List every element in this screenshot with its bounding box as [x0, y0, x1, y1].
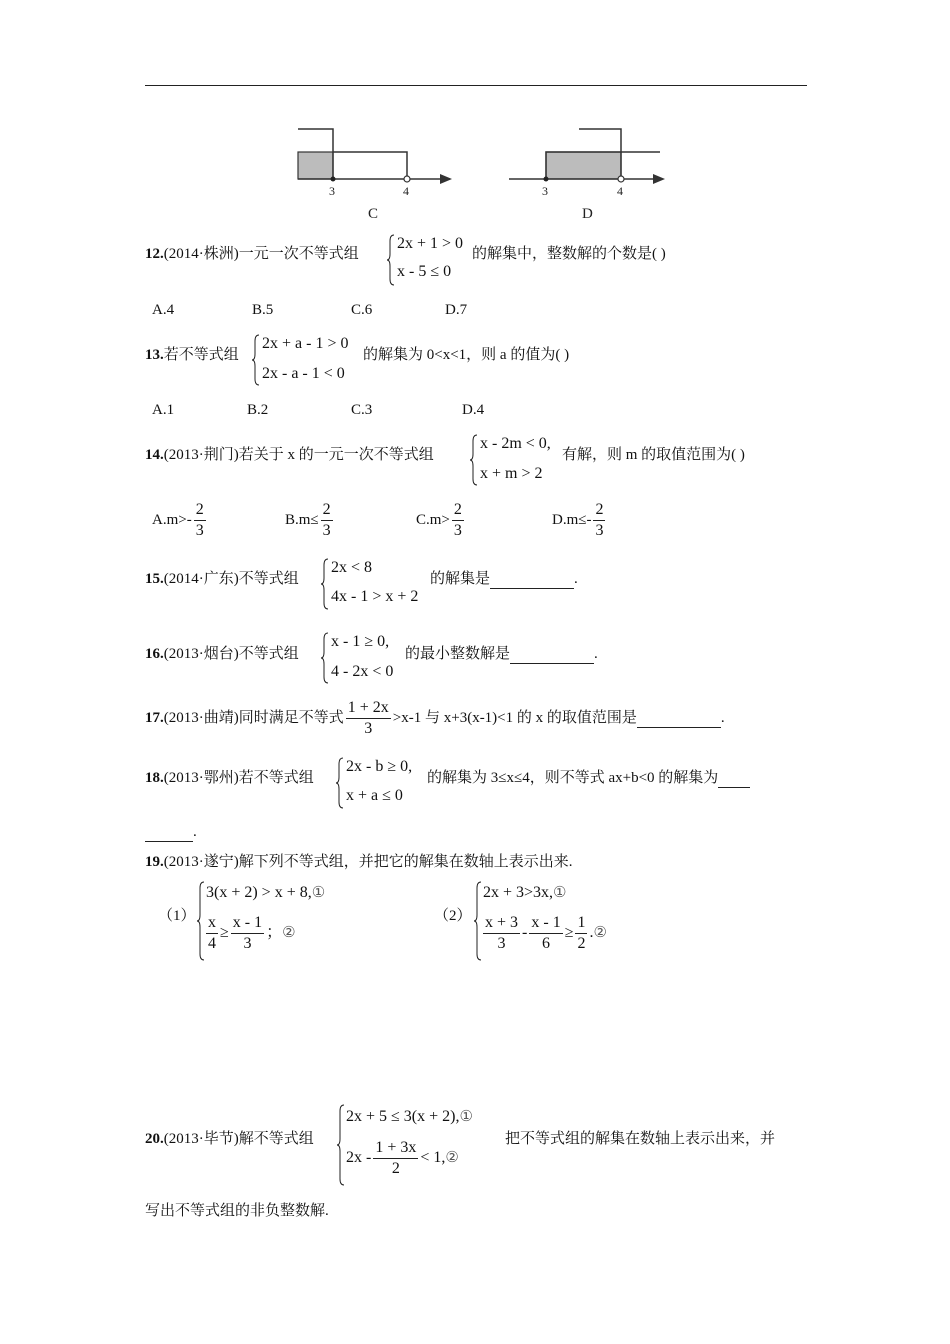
q17-frac-den: 3: [364, 720, 373, 737]
q16-stem: [145, 642, 299, 663]
q18-number: 18.: [145, 770, 164, 786]
q12-prefix: (2014·株洲)一元一次不等式组: [163, 246, 359, 262]
q20-eq2: [346, 1138, 459, 1179]
q14-option-a-den: 3: [195, 522, 204, 539]
q19-part2-label: （2）: [434, 908, 472, 924]
q12-number: 12.: [145, 246, 164, 262]
q15-brace: [320, 557, 330, 611]
q19-number: 19.: [145, 854, 164, 870]
q19-part1-f2-num: x - 1: [231, 913, 264, 934]
q14-option-d-den: 3: [595, 522, 604, 539]
q19-part1-f2-den: 3: [243, 935, 252, 952]
figure-d-axis-arrow: [653, 174, 665, 184]
q19-part2-f3-den: 2: [577, 935, 586, 952]
q16-suffix-text: 的最小整数解是: [405, 646, 511, 662]
q14-option-a-num: 2: [194, 500, 206, 521]
figure-d-point-3: [544, 177, 549, 182]
q19-part2-eq2: [481, 913, 607, 954]
q14-option-b-num: 2: [321, 500, 333, 521]
q14-brace: [469, 433, 479, 487]
q18-answer-blank-1[interactable]: [718, 770, 750, 788]
q15-system: [320, 557, 435, 611]
q13-eq1: 2x + a - 1 > 0: [262, 335, 349, 352]
q19-part1-f1-num: x: [206, 913, 218, 934]
q19-part2-circle-2: ②: [593, 925, 607, 942]
figure-c-tick-3: 3: [329, 184, 335, 198]
q14-option-c-prefix: C.m>: [416, 511, 450, 528]
figure-d-number-line: [505, 120, 677, 222]
q14-number: 14.: [145, 447, 164, 463]
q14-system: [469, 433, 564, 487]
q20-fraction: [373, 1138, 418, 1179]
q20-number: 20.: [145, 1131, 164, 1147]
q18-suffix-text: 的解集为 3≤x≤4，则不等式 ax+b<0 的解集为: [427, 770, 719, 786]
q19-part2-f1-den: 3: [497, 935, 506, 952]
q17-answer-blank[interactable]: [637, 709, 721, 728]
header-rule: [145, 85, 807, 86]
q14-prefix: (2013·荆门)若关于 x 的一元一次不等式组: [163, 447, 434, 463]
q14-option-a-prefix: A.m>-: [152, 511, 192, 528]
q13-stem: [145, 343, 239, 364]
q16-suffix: [405, 642, 598, 664]
q14-option-b: [285, 500, 335, 541]
q20-frac-den: 2: [391, 1160, 400, 1177]
q13-option-d: D.4: [462, 402, 485, 418]
q16-prefix: (2013·烟台)不等式组: [163, 646, 299, 662]
q19-part2-frac-x1-6: [529, 913, 562, 954]
q14-option-b-den: 3: [322, 522, 331, 539]
q20-suffix: 把不等式组的解集在数轴上表示出来，并: [505, 1131, 776, 1147]
q19-part1-tail: ；: [266, 924, 283, 942]
q13-system: [251, 333, 366, 387]
q12-system: [386, 233, 476, 287]
q18-eq1: 2x - b ≥ 0,: [346, 758, 413, 775]
q16-end: .: [594, 646, 598, 662]
figure-c-caption: C: [368, 206, 379, 222]
q12-suffix: 的解集中，整数解的个数是( ): [472, 246, 666, 262]
q14-eq1: x - 2m < 0,: [480, 435, 551, 452]
q18-system: [335, 756, 430, 810]
q16-number: 16.: [145, 646, 164, 662]
q19-part2-f3-num: 1: [575, 913, 587, 934]
q15-number: 15.: [145, 571, 164, 587]
q20-circle-1: ①: [459, 1109, 473, 1125]
q12-eq2: x - 5 ≤ 0: [397, 263, 452, 280]
q18-continuation: [145, 824, 197, 842]
q15-eq2: 4x - 1 > x + 2: [331, 588, 419, 605]
q12-eq1: 2x + 1 > 0: [397, 235, 464, 252]
q18-eq2: x + a ≤ 0: [346, 787, 403, 804]
q17-line: [145, 698, 725, 739]
q14-option-d-num: 2: [593, 500, 605, 521]
figure-d-tick-4: 4: [617, 184, 623, 198]
figure-c-point-4: [404, 176, 410, 182]
q19-part2-eq1: [483, 883, 567, 902]
q14-option-c: [416, 500, 466, 541]
q19-part1-eq1: [206, 883, 325, 902]
q15-suffix: [430, 567, 578, 589]
q13-brace: [251, 333, 261, 387]
q13-suffix: 的解集为 0<x<1，则 a 的值为( ): [363, 347, 570, 363]
q14-option-c-den: 3: [453, 522, 462, 539]
figure-c-bracket-4: [333, 152, 407, 179]
q18-suffix: [427, 766, 750, 788]
q19-part2-eq1-text: 2x + 3>3x,: [483, 884, 554, 901]
q19-part1-circle-2: ②: [282, 925, 296, 942]
q19-part2-rel: ≥: [564, 924, 574, 942]
q19-part2-frac-1-2: [575, 913, 587, 954]
q19-part1-frac-x4: [206, 913, 218, 954]
figure-d-point-4: [618, 176, 624, 182]
q19-part2-f1-num: x + 3: [483, 913, 520, 934]
q20-brace: [336, 1103, 346, 1187]
q17-frac-num: 1 + 2x: [346, 698, 391, 719]
q13-option-a: A.1: [152, 402, 175, 418]
q14-option-c-num: 2: [452, 500, 464, 521]
q16-system: [320, 631, 410, 685]
q19-part1-f1-den: 4: [208, 935, 216, 952]
q18-answer-blank-2[interactable]: [145, 824, 193, 842]
q15-answer-blank[interactable]: [490, 571, 574, 589]
q17-suffix: >x-1 与 x+3(x-1)<1 的 x 的取值范围是: [392, 709, 637, 726]
q20-prefix: (2013·毕节)解不等式组: [163, 1131, 314, 1147]
q19-stem: [145, 850, 573, 871]
q17-fraction: [346, 698, 391, 739]
q14-option-d-prefix: D.m≤-: [552, 511, 592, 528]
q16-answer-blank[interactable]: [510, 646, 594, 664]
q19-part2-frac-x3-3: [483, 913, 520, 954]
q15-end: .: [574, 571, 578, 587]
q20-stem: [145, 1127, 314, 1148]
q12-option-c: C.6: [351, 302, 373, 318]
q15-prefix: (2014·广东)不等式组: [163, 571, 299, 587]
q16-eq1: x - 1 ≥ 0,: [331, 633, 390, 650]
q19-part1-system: [196, 880, 366, 962]
q17-prefix: (2013·曲靖)同时满足不等式: [163, 709, 344, 726]
q14-option-b-prefix: B.m≤: [285, 511, 319, 528]
q18-end: .: [193, 824, 197, 840]
q13-option-c: C.3: [351, 402, 373, 418]
q20-circle-2: ②: [445, 1150, 459, 1167]
q19-part1-eq1-text: 3(x + 2) > x + 8,: [206, 884, 312, 901]
q13-number: 13.: [145, 347, 164, 363]
figure-c-axis-arrow: [440, 174, 452, 184]
q18-brace: [335, 756, 345, 810]
q12-stem: [145, 242, 359, 263]
q20-eq1-text: 2x + 5 ≤ 3(x + 2),: [346, 1108, 460, 1125]
q19-part2-system: [473, 880, 643, 962]
q14-eq2: x + m > 2: [480, 465, 543, 482]
q13-eq2: 2x - a - 1 < 0: [262, 365, 345, 382]
q12-option-a: A.4: [152, 302, 175, 318]
q15-eq1: 2x < 8: [331, 559, 373, 576]
q20-eq2-post: < 1,: [420, 1149, 446, 1167]
q20-line2: 写出不等式组的非负整数解.: [145, 1203, 329, 1219]
q14-option-d: [552, 500, 607, 541]
q13-prefix: 若不等式组: [163, 347, 239, 363]
q19-part1-frac-x1-3: [231, 913, 264, 954]
q13-option-b: B.2: [247, 402, 269, 418]
q17-end: .: [720, 709, 725, 726]
q16-brace: [320, 631, 330, 685]
q12-option-b: B.5: [252, 302, 274, 318]
figure-c-shaded-region: [298, 152, 333, 179]
q18-prefix: (2013·鄂州)若不等式组: [163, 770, 314, 786]
q19-part2-circle-1: ①: [553, 885, 567, 901]
figure-d-tick-3: 3: [542, 184, 548, 198]
q19-part2-minus: -: [522, 924, 528, 942]
q12-option-d: D.7: [445, 302, 468, 318]
figure-c-point-3: [331, 177, 336, 182]
q20-system: [336, 1103, 506, 1187]
q19-part2-tail: .: [589, 924, 594, 942]
q14-option-a: [152, 500, 208, 541]
q14-suffix: 有解，则 m 的取值范围为( ): [562, 447, 745, 463]
q20-eq1: [346, 1107, 473, 1126]
figure-c-tick-4: 4: [403, 184, 409, 198]
q20-frac-num: 1 + 3x: [373, 1138, 418, 1159]
q19-text: (2013·遂宁)解下列不等式组，并把它的解集在数轴上表示出来.: [163, 854, 573, 870]
q20-eq2-pre: 2x -: [346, 1149, 372, 1167]
q14-stem: [145, 443, 434, 464]
figure-d-caption: D: [582, 206, 593, 222]
q16-eq2: 4 - 2x < 0: [331, 663, 394, 680]
q19-part1-rel: ≥: [220, 924, 229, 942]
figure-d-shaded-region: [546, 152, 621, 179]
q19-part1-circle-1: ①: [311, 885, 326, 901]
q19-part1-label: （1）: [158, 908, 196, 924]
q15-stem: [145, 567, 299, 588]
figure-c-number-line: [290, 120, 462, 222]
q18-stem: [145, 766, 314, 787]
q19-part2-f2-den: 6: [542, 935, 551, 952]
q19-part2-f2-num: x - 1: [529, 913, 562, 934]
q12-brace: [386, 233, 396, 287]
q19-part1-eq2: [204, 913, 296, 954]
q17-number: 17.: [145, 709, 164, 726]
q15-suffix-text: 的解集是: [430, 571, 491, 587]
